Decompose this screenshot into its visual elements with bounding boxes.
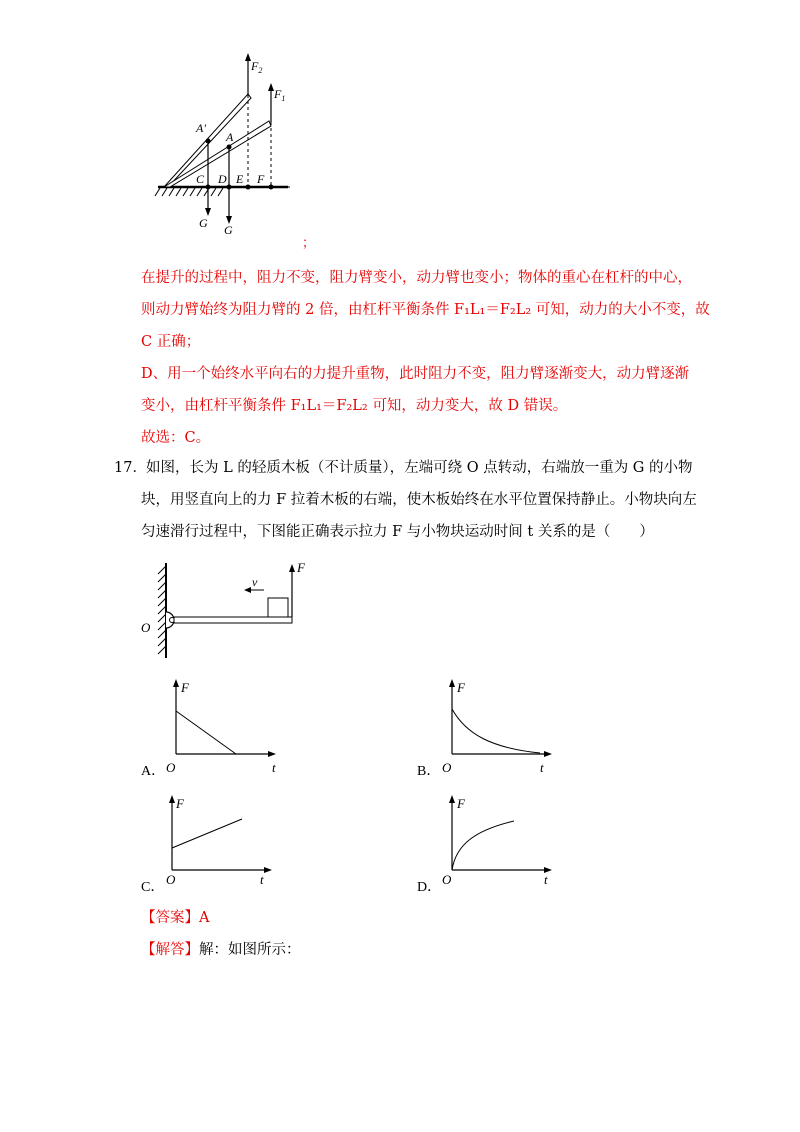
svg-text:F: F — [457, 796, 465, 811]
svg-text:F1: $F_1$ — [274, 87, 286, 103]
svg-text:G: G — [224, 223, 233, 237]
svg-text:G: G — [199, 216, 208, 230]
question-line-2: 块，用竖直向上的力 F 拉着木板的右端，使木板始终在水平位置保持静止。小物块向左 — [141, 492, 697, 508]
label-a: A — [226, 130, 234, 144]
answer-tag: 【答案】 — [141, 910, 199, 926]
option-b-label[interactable]: B． — [417, 764, 441, 779]
lever-figure — [140, 50, 300, 250]
svg-text:F: F — [257, 172, 265, 186]
explanation-line-5: 变小，由杠杆平衡条件 F₁L₁＝F₂L₂ 可知，动力变大，故 D 错误。 — [141, 398, 568, 414]
answer-value: A — [199, 910, 210, 926]
board-figure — [138, 558, 308, 663]
svg-text:F: F — [457, 680, 465, 695]
solution-text: 解：如图所示： — [199, 942, 301, 958]
svg-text:F: F — [181, 680, 189, 695]
option-c-graph[interactable] — [156, 792, 286, 892]
svg-text:t: t — [544, 872, 548, 887]
option-b-graph[interactable] — [436, 676, 566, 776]
figure-trailing-semicolon: ； — [302, 236, 316, 251]
option-a-graph[interactable] — [160, 676, 290, 776]
svg-text:F2: $F_2$ — [251, 59, 263, 75]
solution-line — [141, 938, 301, 959]
choice-line: 故选：C。 — [141, 430, 211, 446]
svg-text:O: O — [141, 620, 151, 635]
svg-text:O: O — [442, 760, 452, 775]
svg-text:t: t — [260, 872, 264, 887]
svg-text:t: t — [272, 760, 276, 775]
option-a-label[interactable]: A． — [141, 764, 166, 779]
svg-text:E: E — [236, 172, 244, 186]
solution-tag: 【解答】 — [141, 942, 199, 958]
svg-text:D: D — [218, 172, 227, 186]
svg-text:F: F — [176, 796, 184, 811]
question-line-3: 匀速滑行过程中，下图能正确表示拉力 F 与小物块运动时间 t 关系的是（ ） — [141, 524, 654, 540]
explanation-line-3: C 正确； — [141, 334, 201, 350]
explanation-line-4: D、用一个始终水平向右的力提升重物，此时阻力不变，阻力臂逐渐变大，动力臂逐渐 — [141, 366, 690, 382]
svg-text:O: O — [166, 760, 176, 775]
label-a-prime: A' — [196, 121, 206, 135]
question-number: 17． — [114, 460, 147, 476]
svg-text:C: C — [196, 172, 205, 186]
question-line-1: 如图，长为 L 的轻质木板（不计质量），左端可绕 O 点转动，右端放一重为 G 的小物 — [146, 460, 693, 476]
answer-line — [141, 906, 209, 927]
explanation-line-1: 在提升的过程中，阻力不变，阻力臂变小，动力臂也变小；物体的重心在杠杆的中心， — [141, 270, 692, 286]
option-c-label[interactable]: C． — [141, 880, 165, 895]
svg-text:O: O — [442, 872, 452, 887]
svg-text:F: F — [297, 560, 305, 575]
option-d-graph[interactable] — [436, 792, 566, 892]
svg-text:O: O — [166, 872, 176, 887]
svg-text:v: v — [252, 575, 258, 589]
explanation-line-2: 则动力臂始终为阻力臂的 2 倍，由杠杆平衡条件 F₁L₁＝F₂L₂ 可知，动力的大小不变，故 — [141, 302, 710, 318]
svg-text:t: t — [540, 760, 544, 775]
option-d-label[interactable]: D． — [417, 880, 442, 895]
